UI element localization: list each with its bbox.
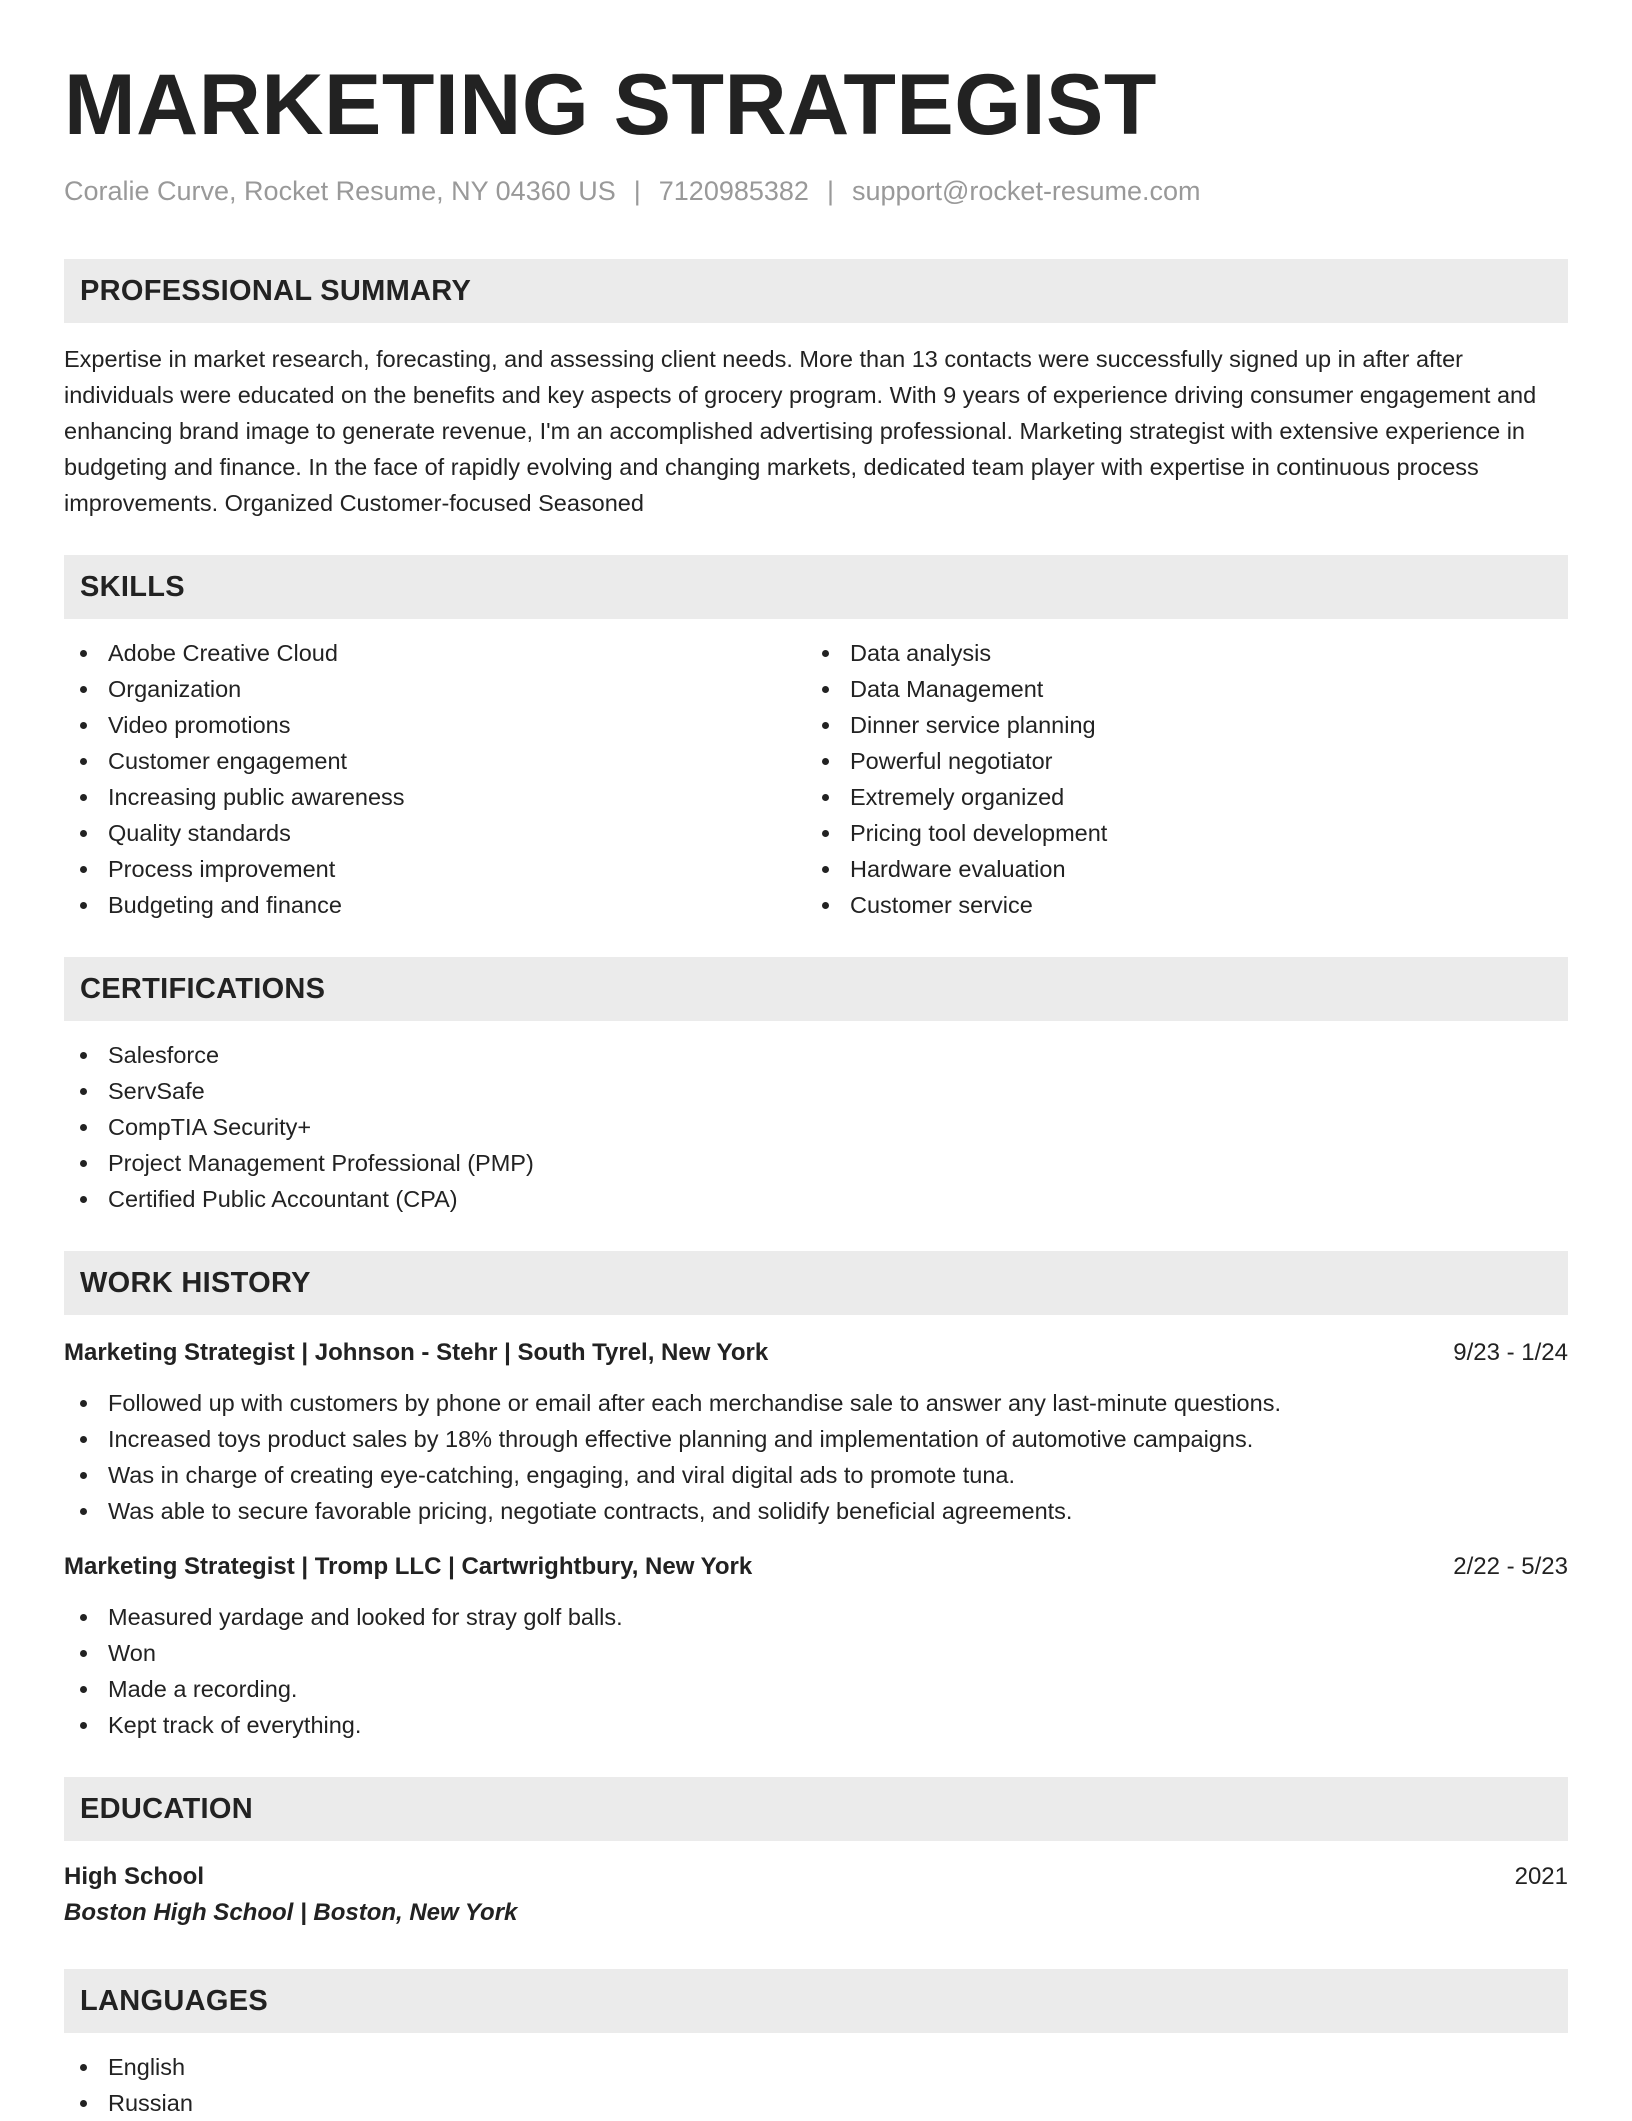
job-header [64,1335,1568,1371]
bullet-dot [80,1400,87,1407]
bullet-dot [80,1472,87,1479]
job-header [64,1549,1568,1585]
languages-heading: LANGUAGES [64,1969,1568,2033]
languages-list [64,2049,1568,2121]
bullet-dot [80,2100,87,2107]
job-entry [64,1335,1568,1529]
job-bullets [64,1385,1568,1529]
skill-item: Customer engagement [64,743,806,779]
bullet-dot [80,650,87,657]
contact-separator: | [633,176,641,206]
skill-item: Process improvement [64,851,806,887]
skills-columns [64,619,1568,923]
bullet-dot [80,1124,87,1131]
skills-heading: SKILLS [64,555,1568,619]
certification-item: Salesforce [64,1037,1568,1073]
bullet-dot [80,1614,87,1621]
bullet-dot [80,1436,87,1443]
language-item: English [64,2049,1568,2085]
bullet-dot [80,1650,87,1657]
skill-item: Extremely organized [806,779,1548,815]
contact-separator: | [826,176,834,206]
work-history-heading: WORK HISTORY [64,1251,1568,1315]
contact-email: support@rocket-resume.com [851,176,1201,206]
bullet-dot [822,794,829,801]
job-bullet: Was in charge of creating eye-catching, engaging, and viral digital ads to promote tuna. [64,1457,1568,1493]
contact-line [64,176,1568,207]
job-bullet: Measured yardage and looked for stray golf balls. [64,1599,1568,1635]
skill-item: Organization [64,671,806,707]
bullet-dot [80,758,87,765]
certification-item: CompTIA Security+ [64,1109,1568,1145]
contact-address: Coralie Curve, Rocket Resume, NY 04360 US [64,176,616,206]
job-bullet: Kept track of everything. [64,1707,1568,1743]
job-title: Marketing Strategist | Tromp LLC | Cartwrightbury, New York [64,1553,753,1580]
skill-item: Powerful negotiator [806,743,1548,779]
bullet-dot [80,1160,87,1167]
bullet-dot [80,866,87,873]
certifications-list [64,1037,1568,1217]
certifications-heading: CERTIFICATIONS [64,957,1568,1021]
language-item: Russian [64,2085,1568,2121]
bullet-dot [80,794,87,801]
bullet-dot [80,2064,87,2071]
job-dates: 9/23 - 1/24 [1453,1339,1568,1366]
job-bullet: Was able to secure favorable pricing, negotiate contracts, and solidify beneficial agreements. [64,1493,1568,1529]
bullet-dot [822,866,829,873]
education-year: 2021 [1514,1863,1568,1890]
skill-item: Budgeting and finance [64,887,806,923]
bullet-dot [822,722,829,729]
bullet-dot [822,830,829,837]
bullet-dot [80,686,87,693]
skills-list-right [806,635,1548,923]
skill-item: Video promotions [64,707,806,743]
summary-heading: PROFESSIONAL SUMMARY [64,259,1568,323]
job-bullet: Won [64,1635,1568,1671]
bullet-dot [822,686,829,693]
skill-item: Data analysis [806,635,1548,671]
education-heading: EDUCATION [64,1777,1568,1841]
certification-item: Certified Public Accountant (CPA) [64,1181,1568,1217]
bullet-dot [80,830,87,837]
summary-text: Expertise in market research, forecasting, and assessing client needs. More than 13 contacts were successfully signed up in after after individuals were educated on the benefits and key aspects of grocery program. With 9 years of experience driving consumer engagement and enhancing brand image to generate revenue, I'm an accomplished advertising professional. Marketing strategist with extensive experience in budgeting and finance. In the face of rapidly evolving and changing markets, dedicated team player with expertise in continuous process improvements. Organized Customer-focused Seasoned [64,346,1537,516]
skill-item: Dinner service planning [806,707,1548,743]
job-bullet: Increased toys product sales by 18% through effective planning and implementation of automotive campaigns. [64,1421,1568,1457]
bullet-dot [80,722,87,729]
skill-item: Hardware evaluation [806,851,1548,887]
job-bullet: Followed up with customers by phone or email after each merchandise sale to answer any last-minute questions. [64,1385,1568,1421]
skill-item: Pricing tool development [806,815,1548,851]
bullet-dot [822,650,829,657]
education-school: Boston High School | Boston, New York [64,1899,518,1926]
skill-item: Adobe Creative Cloud [64,635,806,671]
skill-item: Quality standards [64,815,806,851]
contact-phone: 7120985382 [658,176,809,206]
job-dates: 2/22 - 5/23 [1453,1553,1568,1580]
bullet-dot [80,1722,87,1729]
skills-list-left [64,635,806,923]
bullet-dot [822,758,829,765]
resume-title: MARKETING STRATEGIST [64,57,1157,153]
bullet-dot [80,902,87,909]
job-entry [64,1549,1568,1743]
bullet-dot [80,1088,87,1095]
bullet-dot [80,1052,87,1059]
bullet-dot [822,902,829,909]
certification-item: ServSafe [64,1073,1568,1109]
education-header [64,1859,1568,1895]
bullet-dot [80,1508,87,1515]
job-title: Marketing Strategist | Johnson - Stehr | South Tyrel, New York [64,1339,769,1366]
job-bullets [64,1599,1568,1743]
skill-item: Increasing public awareness [64,779,806,815]
skill-item: Data Management [806,671,1548,707]
bullet-dot [80,1196,87,1203]
job-bullet: Made a recording. [64,1671,1568,1707]
certification-item: Project Management Professional (PMP) [64,1145,1568,1181]
skill-item: Customer service [806,887,1548,923]
education-degree: High School [64,1863,204,1890]
bullet-dot [80,1686,87,1693]
